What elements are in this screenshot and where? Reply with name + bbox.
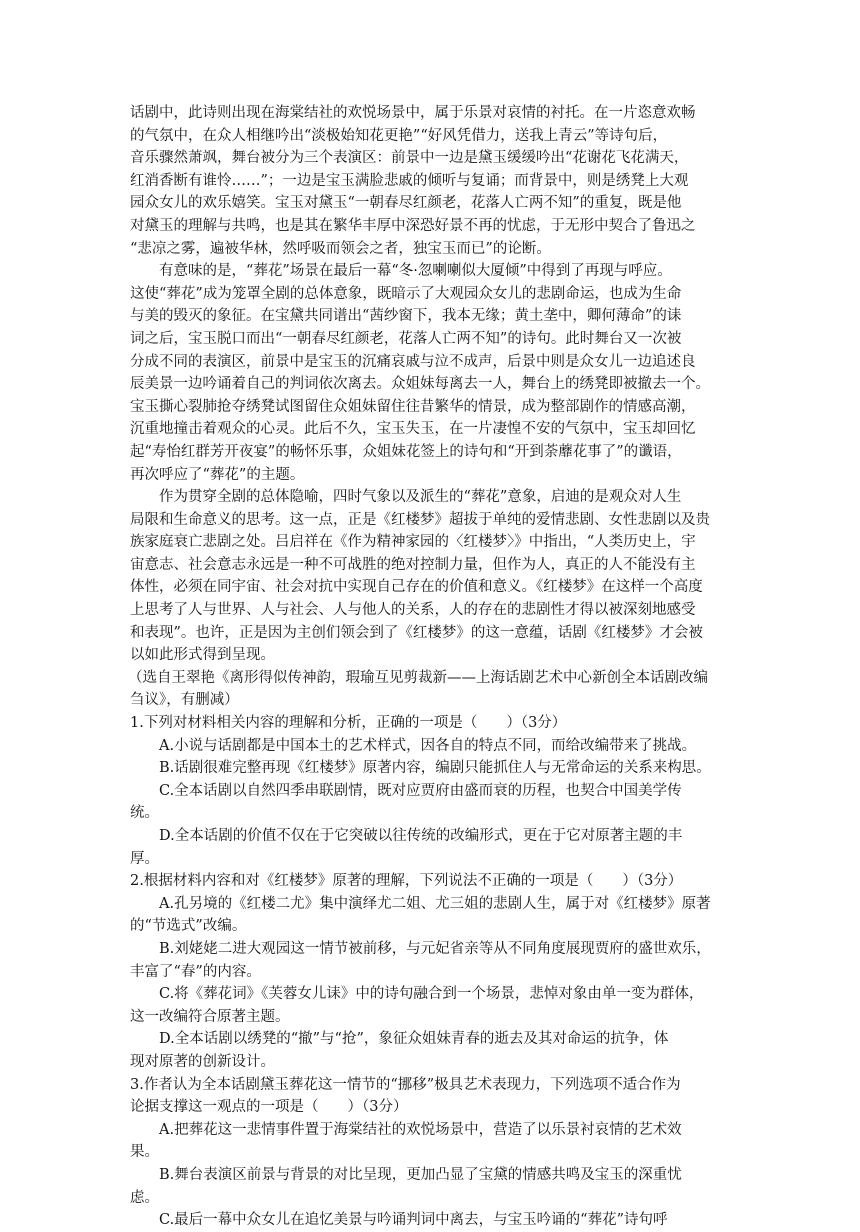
question-2-option-a: 的“节选式”改编。 xyxy=(130,918,247,935)
question-2-option-d: 现对原著的创新设计。 xyxy=(130,1053,275,1070)
question-3-stem: 论据支撑这一观点的一项是（ ）（3分） xyxy=(130,1099,408,1116)
question-3-stem: 3.作者认为全本话剧黛玉葬花这一情节的“挪移”极具艺术表现力，下列选项不适合作为 xyxy=(130,1076,681,1093)
paragraph-line: 与美的毁灭的象征。在宝黛共同谱出“茜纱窗下，我本无缘；黄土垄中，卿何薄命”的诔 xyxy=(130,308,682,325)
paragraph-line: 宝玉撕心裂肺抢夺绣凳试图留住众姐妹留住往昔繁华的情景，成为整部剧作的情感高潮， xyxy=(130,398,696,415)
paragraph-line: 有意味的是，“葬花”场景在最后一幕“冬·忽喇喇似大厦倾”中得到了再现与呼应。 xyxy=(159,263,672,280)
question-1-stem: 1.下列对材料相关内容的理解和分析，正确的一项是（ ）（3分） xyxy=(130,715,567,732)
paragraph-line: 分成不同的表演区，前景中是宝玉的沉痛哀戚与泣不成声，后景中则是众女儿一边追述良 xyxy=(130,353,696,370)
question-1-option-d: D.全本话剧的价值不仅在于它突破以往传统的改编形式，更在于它对原著主题的丰 xyxy=(159,828,683,844)
question-3-option-a: 果。 xyxy=(130,1144,159,1161)
question-2-stem: 2.根据材料内容和对《红楼梦》原著的理解，下列说法不正确的一项是（ ）（3分） xyxy=(130,873,683,890)
question-2-option-c: C.将《葬花词》《芙蓉女儿诔》中的诗句融合到一个场景，悲悼对象由单一变为群体， xyxy=(159,986,704,1003)
paragraph-line: 沉重地撞击着观众的心灵。此后不久，宝玉失玉，在一片凄惶不安的气氛中，宝玉却回忆 xyxy=(130,421,696,438)
paragraph-line: 对黛玉的理解与共鸣，也是其在繁华丰厚中深恐好景不再的忧虑，于无形中契合了鲁迅之 xyxy=(130,217,696,234)
paragraph-line: 词之后，宝玉脱口而出“一朝春尽红颜老，花落人亡两不知”的诗句。此时舞台又一次被 xyxy=(130,330,682,347)
paragraph-line: “悲凉之雾，遍被华林，然呼吸而领会之者，独宝玉而已”的论断。 xyxy=(130,240,551,257)
article-body xyxy=(130,102,730,1232)
question-3-option-c: C.最后一幕中众女儿在追忆美景与吟诵判词中离去，与宝玉吟诵的“葬花”诗句呼 xyxy=(159,1212,668,1229)
question-1-option-d: 厚。 xyxy=(130,850,159,867)
paragraph-line: 宙意志、社会意志永远是一种不可战胜的绝对控制力量，但作为人，真正的人不能没有主 xyxy=(130,556,696,573)
source-citation: 刍议》，有删减） xyxy=(130,692,239,709)
question-1-option-b: B.话剧很难完整再现《红楼梦》原著内容，编剧只能抓住人与无常命运的关系来构思。 xyxy=(159,760,711,777)
paragraph-line: 族家庭衰亡悲剧之处。吕启祥在《作为精神家园的〈红楼梦〉》中指出，“人类历史上，宇 xyxy=(130,534,696,551)
paragraph-line: 起“寿怡红群芳开夜宴”的畅怀乐事，众姐妹花签上的诗句和“开到荼蘼花事了”的谶语， xyxy=(130,443,682,460)
paragraph-line: 这使“葬花”成为笼罩全剧的总体意象，既暗示了大观园众女儿的悲剧命运，也成为生命 xyxy=(130,285,682,302)
paragraph-line: 话剧中，此诗则出现在海棠结社的欢悦场景中，属于乐景对哀情的衬托。在一片恣意欢畅 xyxy=(130,105,696,121)
paragraph-line: 上思考了人与世界、人与社会、人与他人的关系，人的存在的悲剧性才得以被深刻地感受 xyxy=(130,602,696,619)
paragraph-line: 作为贯穿全剧的总体隐喻，四时气象以及派生的“葬花”意象，启迪的是观众对人生 xyxy=(159,489,682,506)
question-2-option-b: 丰富了“春”的内容。 xyxy=(130,963,261,980)
question-3-option-b: B.舞台表演区前景与背景的对比呈现，更加凸显了宝黛的情感共鸣及宝玉的深重忧 xyxy=(159,1166,682,1183)
paragraph-line: 和表现”。也许，正是因为主创们领会到了《红楼梦》的这一意蕴，话剧《红楼梦》才会被 xyxy=(130,624,703,641)
paragraph-line: 再次呼应了“葬花”的主题。 xyxy=(130,466,305,483)
question-2-option-b: B.刘姥姥二进大观园这一情节被前移，与元妃省亲等从不同角度展现贾府的盛世欢乐， xyxy=(159,940,711,957)
paragraph-line: 局限和生命意义的思考。这一点，正是《红楼梦》超拔于单纯的爱情悲剧、女性悲剧以及贵 xyxy=(130,511,710,528)
paragraph-line: 音乐骤然萧飒，舞台被分为三个表演区：前景中一边是黛玉缓缓吟出“花谢花飞花满天， xyxy=(130,150,689,167)
paragraph-line: 以如此形式得到呈现。 xyxy=(130,647,275,664)
paragraph-line: 的气氛中，在众人相继吟出“淡极始知花更艳”“好风凭借力，送我上青云”等诗句后， xyxy=(130,127,668,144)
paragraph-line: 体性，必须在同宇宙、社会对抗中实现自己存在的价值和意义。《红楼梦》在这样一个高度 xyxy=(130,579,703,596)
question-1-option-c: C.全本话剧以自然四季串联剧情，既对应贾府由盛而衰的历程，也契合中国美学传 xyxy=(159,782,682,799)
question-2-option-d: D.全本话剧以绣凳的“撤”与“抢”，象征众姐妹青春的逝去及其对命运的抗争，体 xyxy=(159,1031,669,1048)
paragraph-line: 园众女儿的欢乐嬉笑。宝玉对黛玉“一朝春尽红颜老，花落人亡两不知”的重复，既是他 xyxy=(130,195,682,212)
paragraph-line: 红消香断有谁怜……”；一边是宝玉满脸悲戚的倾听与复诵；而背景中，则是绣凳上大观 xyxy=(130,172,689,189)
question-1-option-c: 统。 xyxy=(130,805,159,822)
question-2-option-c: 这一改编符合原著主题。 xyxy=(130,1008,290,1025)
question-3-option-a: A.把葬花这一悲情事件置于海棠结社的欢悦场景中，营造了以乐景衬哀情的艺术效 xyxy=(159,1121,682,1138)
question-1-option-a: A.小说与话剧都是中国本土的艺术样式，因各自的特点不同，而给改编带来了挑战。 xyxy=(159,737,697,754)
source-citation: （选自王翠艳《离形得似传神韵，瑕瑜互见剪裁新——上海话剧艺术中心新创全本话剧改编 xyxy=(128,669,708,686)
paragraph-line: 辰美景一边吟诵着自己的判词依次离去。众姐妹每离去一人，舞台上的绣凳即被撤去一个。 xyxy=(130,376,710,393)
question-3-option-b: 虑。 xyxy=(130,1189,159,1206)
question-2-option-a: A.孔另境的《红楼二尤》集中演绎尤二姐、尤三姐的悲剧人生，属于对《红楼梦》原著 xyxy=(159,895,711,912)
